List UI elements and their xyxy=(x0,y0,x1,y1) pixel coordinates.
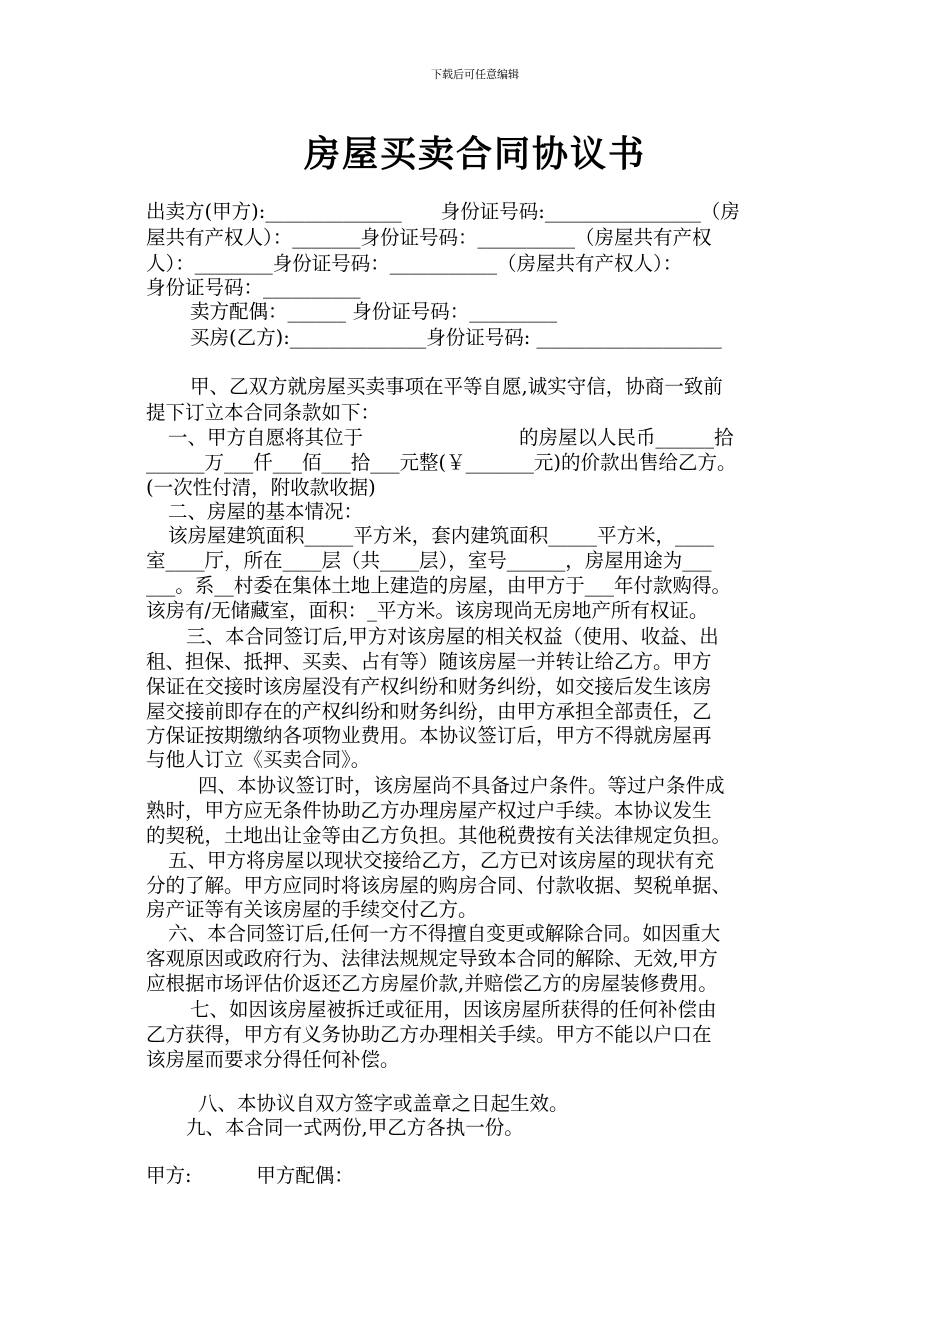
clause-2-line-3: ___。系__村委在集体土地上建造的房屋，由甲方于___年付款购得。 xyxy=(146,574,732,597)
clause-7-line-3: 该房屋而要求分得任何补偿。 xyxy=(146,1048,400,1071)
clause-2-line-4: 该房有/无储藏室，面积：_平方米。该房现尚无房地产所有权证。 xyxy=(146,599,709,622)
buyer-line: 买房(乙方):______________身份证号码: ___________________ xyxy=(190,326,722,349)
clause-7-line-1: 七、如因该房屋被拆迁或征用，因该房屋所获得的任何补偿由 xyxy=(190,998,717,1021)
clause-4-line-1: 四、本协议签订时，该房屋尚不具备过户条件。等过户条件成 xyxy=(198,774,725,797)
seller-line-4: 身份证号码：__________ xyxy=(146,276,361,299)
clause-2-line-1: 该房屋建筑面积_____平方米，套内建筑面积_____平方米，____ xyxy=(168,524,715,547)
clause-7-line-2: 乙方获得，甲方有义务协助乙方办理相关手续。甲方不能以户口在 xyxy=(146,1023,712,1046)
seller-line-2: 屋共有产权人）：_______身份证号码：__________（房屋共有产权 xyxy=(146,226,712,249)
clause-3-line-3: 保证在交接时该房屋没有产权纠纷和财务纠纷，如交接后发生该房 xyxy=(146,675,712,698)
clause-4-line-2: 熟时，甲方应无条件协助乙方办理房屋产权过户手续。本协议发生 xyxy=(146,799,712,822)
clause-3-line-4: 屋交接前即存在的产权纠纷和财务纠纷，由甲方承担全部责任，乙 xyxy=(146,700,712,723)
seller-line-1: 出卖方(甲方):______________ 身份证号码:________________（房 xyxy=(146,200,740,223)
clause-6-line-1: 六、本合同签订后,任何一方不得擅自变更或解除合同。如因重大 xyxy=(168,922,721,945)
clause-1-line-2: ______万___仟___佰___拾___元整(￥_______元)的价款出售给乙方。 xyxy=(146,451,737,474)
clause-8: 八、本协议自双方签字或盖章之日起生效。 xyxy=(198,1092,569,1115)
clause-3-line-6: 与他人订立《买卖合同》。 xyxy=(146,748,371,771)
clause-5-line-2: 分的了解。甲方应同时将该房屋的购房合同、付款收据、契税单据、 xyxy=(146,874,732,897)
clause-5-line-1: 五、甲方将房屋以现状交接给乙方，乙方已对该房屋的现状有充 xyxy=(168,849,715,872)
seller-spouse-line: 卖方配偶：______ 身份证号码：_________ xyxy=(190,300,557,323)
clause-3-line-5: 方保证按期缴纳各项物业费用。本协议签订后，甲方不得就房屋再 xyxy=(146,724,712,747)
document-title: 房屋买卖合同协议书 xyxy=(303,133,646,175)
preamble-line-2: 提下订立本合同条款如下： xyxy=(146,401,381,424)
clause-9: 九、本合同一式两份,甲乙方各执一份。 xyxy=(186,1116,524,1139)
clause-3-line-2: 租、担保、抵押、买卖、占有等）随该房屋一并转让给乙方。甲方 xyxy=(146,650,712,673)
clause-3-line-1: 三、本合同签订后,甲方对该房屋的相关权益（使用、收益、出 xyxy=(186,625,719,648)
clause-1-line-3: (一次性付清，附收款收据) xyxy=(146,476,376,499)
clause-6-line-3: 应根据市场评估价返还乙方房屋价款,并赔偿乙方的房屋装修费用。 xyxy=(146,972,718,995)
clause-2-heading: 二、房屋的基本情况： xyxy=(168,500,364,523)
signature-line: 甲方: 甲方配偶： xyxy=(146,1164,354,1187)
clause-5-line-3: 房产证等有关该房屋的手续交付乙方。 xyxy=(146,898,478,921)
clause-6-line-2: 客观原因或政府行为、法律法规规定导致本合同的解除、无效,甲方 xyxy=(146,947,718,970)
header-note: 下载后可任意编辑 xyxy=(431,68,519,81)
clause-1-line-1: 一、甲方自愿将其位于 的房屋以人民币______拾 xyxy=(168,426,734,449)
preamble-line-1: 甲、乙双方就房屋买卖事项在平等自愿,诚实守信，协商一致前 xyxy=(190,375,723,398)
clause-4-line-3: 的契税，土地出让金等由乙方负担。其他税费按有关法律规定负担。 xyxy=(146,824,732,847)
seller-line-3: 人）：________身份证号码：___________（房屋共有产权人）： xyxy=(146,252,683,275)
clause-2-line-2: 室____厅，所在____层（共____层），室号______，房屋用途为___ xyxy=(146,549,712,572)
